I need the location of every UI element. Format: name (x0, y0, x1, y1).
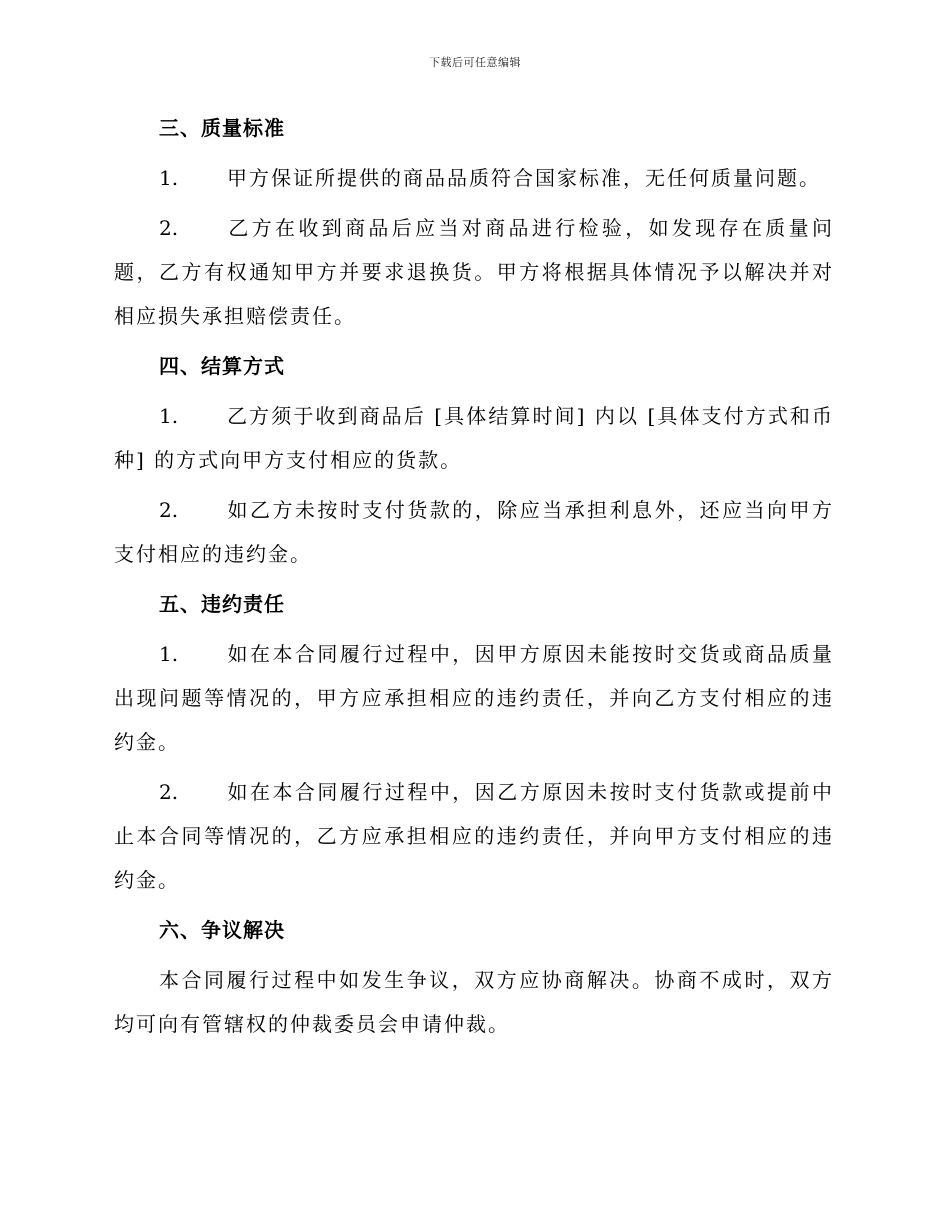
clause-number: 2. (159, 498, 179, 522)
clause-number: 2. (159, 780, 179, 804)
section-heading-settlement: 四、结算方式 (159, 354, 285, 378)
clause-text: 如在本合同履行过程中，因乙方原因未按时支付货款或提前中止本合同等情况的，乙方应承担相应的违约责任，并向甲方支付相应的违约金。 (114, 780, 834, 892)
clause-text: 乙方须于收到商品后 [具体结算时间] 内以 [具体支付方式和币种] 的方式向甲方支付相应的货款。 (114, 404, 834, 472)
section-heading-quality: 三、质量标准 (159, 116, 285, 140)
clause-number: 1. (159, 166, 179, 190)
clause-settlement-1 (114, 394, 834, 482)
section-heading-liability: 五、违约责任 (159, 592, 285, 616)
clause-text: 如乙方未按时支付货款的，除应当承担利息外，还应当向甲方支付相应的违约金。 (114, 498, 834, 566)
clause-number: 2. (159, 216, 179, 240)
clause-quality-2 (114, 206, 834, 338)
clause-text: 如在本合同履行过程中，因甲方原因未能按时交货或商品质量出现问题等情况的，甲方应承担相应的违约责任，并向乙方支付相应的违约金。 (114, 642, 834, 754)
clause-number: 1. (159, 642, 179, 666)
clause-text: 乙方在收到商品后应当对商品进行检验，如发现存在质量问题，乙方有权通知甲方并要求退换货。甲方将根据具体情况予以解决并对相应损失承担赔偿责任。 (114, 216, 834, 328)
clause-settlement-2 (114, 488, 834, 576)
page-header: 下载后可任意编辑 (429, 56, 521, 69)
clause-liability-1 (114, 632, 834, 764)
clause-text: 甲方保证所提供的商品品质符合国家标准，无任何质量问题。 (227, 166, 821, 190)
clause-dispute: 本合同履行过程中如发生争议，双方应协商解决。协商不成时，双方均可向有管辖权的仲裁委员会申请仲裁。 (114, 968, 834, 1036)
clause-liability-2 (114, 770, 834, 902)
section-heading-dispute: 六、争议解决 (159, 918, 285, 942)
clause-quality-1 (114, 156, 834, 200)
document-body (114, 106, 834, 1052)
clause-number: 1. (159, 404, 179, 428)
